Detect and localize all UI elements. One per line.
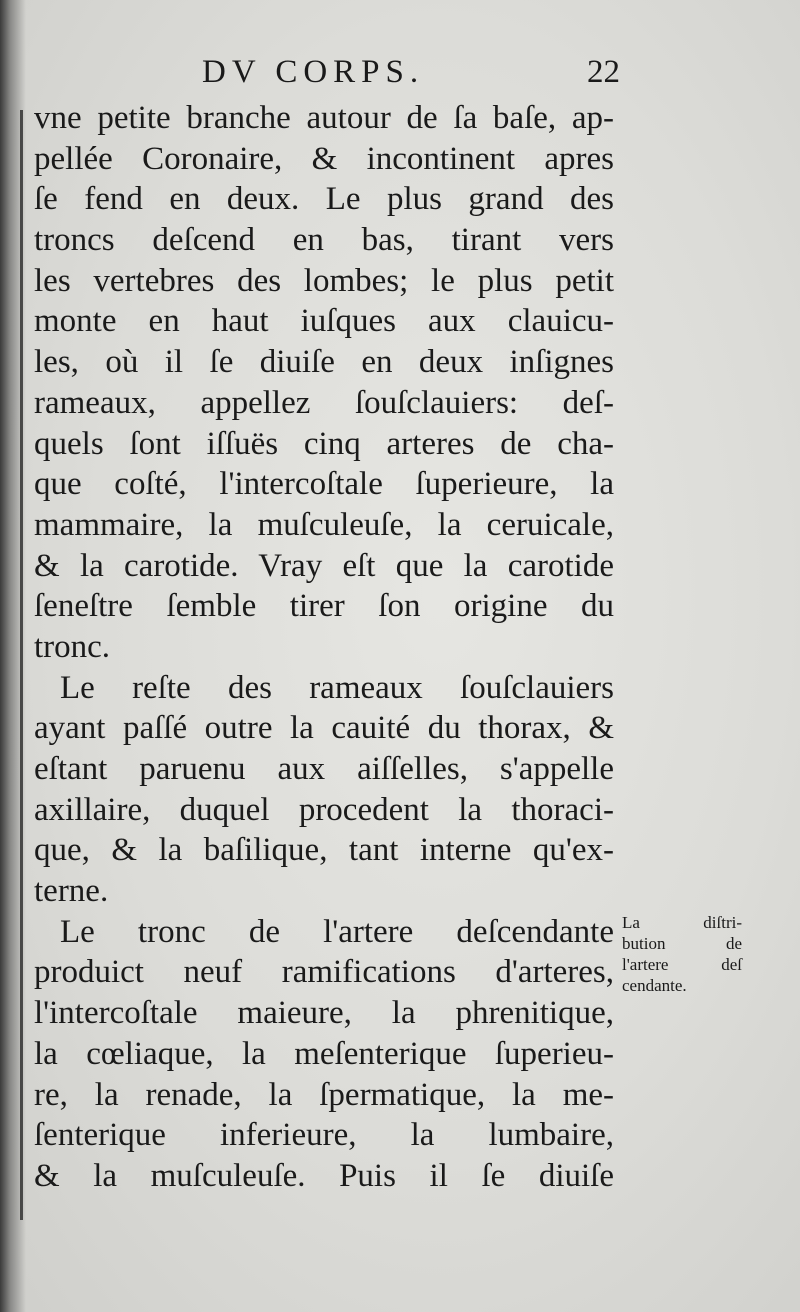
paragraph-start-line: Le tronc de l'artere deſcendante <box>60 913 614 950</box>
margin-note-line: bution de <box>622 934 742 953</box>
page-header <box>140 50 620 98</box>
text-line: vne petite branche autour de ſa baſe, ap- <box>34 100 614 136</box>
margin-note-line: La diſtri- <box>622 913 742 932</box>
margin-note <box>622 912 742 996</box>
text-line: que, & la baſilique, tant interne qu'ex- <box>34 832 614 869</box>
text-line: que coſté, l'intercoſtale ſuperieure, la <box>34 466 614 503</box>
margin-note-line: l'artere deſ <box>622 955 742 974</box>
text-line: ſenterique inferieure, la lumbaire, <box>34 1117 614 1154</box>
text-line: rameaux, appellez ſouſclauiers: deſ- <box>34 384 614 421</box>
text-line: & la carotide. Vray eſt que la carotide <box>34 547 614 584</box>
text-line: l'intercoſtale maieure, la phrenitique, <box>34 995 614 1032</box>
text-line: mammaire, la muſculeuſe, la ceruicale, <box>34 506 614 543</box>
text-line: ſe fend en deux. Le plus grand des <box>34 181 614 218</box>
binding-edge <box>20 110 23 1220</box>
text-line: eſtant paruenu aux aiſſelles, s'appelle <box>34 751 614 787</box>
text-line: la cœliaque, la meſenterique ſuperieu- <box>34 1035 614 1072</box>
text-line: troncs deſcend en bas, tirant vers <box>34 222 614 259</box>
text-line: axillaire, duquel procedent la thoraci- <box>34 791 614 828</box>
page-number: 22 <box>587 54 620 90</box>
text-line: tronc. <box>34 628 111 665</box>
text-line: produict neuf ramifications d'arteres, <box>34 954 614 991</box>
text-line: les, où il ſe diuiſe en deux inſignes <box>34 344 614 381</box>
text-line: quels ſont iſſuës cinq arteres de cha- <box>34 425 614 462</box>
running-title: DV CORPS. <box>202 54 425 90</box>
text-line: pellée Coronaire, & incontinent apres <box>34 140 614 177</box>
text-line: ayant paſſé outre la cauité du thorax, & <box>34 710 614 747</box>
text-line: monte en haut iuſques aux clauicu- <box>34 303 614 340</box>
body-text <box>34 98 614 1197</box>
paragraph-start-line: Le reſte des rameaux ſouſclauiers <box>60 669 614 706</box>
text-line: les vertebres des lombes; le plus petit <box>34 262 614 299</box>
text-line: re, la renade, la ſpermatique, la me- <box>34 1076 614 1113</box>
text-line: & la muſculeuſe. Puis il ſe diuiſe <box>34 1157 614 1194</box>
text-line: terne. <box>34 873 109 910</box>
margin-note-line: cendante. <box>622 976 687 995</box>
text-line: ſeneſtre ſemble tirer ſon origine du <box>34 588 614 625</box>
